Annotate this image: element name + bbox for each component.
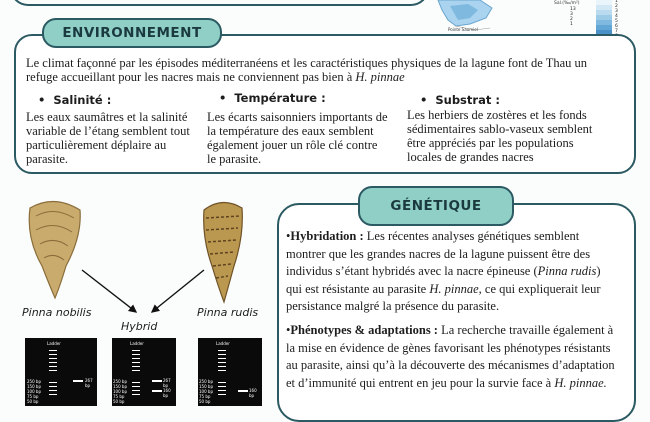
bullet-icon: • [286, 323, 291, 337]
hybridation-heading: Hybridation : [290, 229, 364, 243]
color-step-6: 7 [596, 30, 612, 35]
hybridation-text: , ce qui expliquerait leur persistance malgré la présence du parasite. [286, 281, 601, 313]
marker-50: 50 bp [199, 399, 211, 404]
color-step-3: 4 [596, 15, 612, 20]
parasite-name: H. pinnae [429, 281, 479, 296]
intro-line-2 [26, 70, 626, 84]
genetics-title: GÉNÉTIQUE [358, 186, 514, 226]
legend-value: 2 [570, 17, 573, 22]
marker-150: 150 bp [113, 384, 127, 389]
gel-band [152, 390, 162, 392]
marker-75: 75 bp [199, 394, 211, 399]
hybridation-paragraph [286, 228, 616, 316]
marker-100: 100 bp [113, 389, 127, 394]
bullet-icon: • [38, 93, 54, 107]
marker-250: 250 bp [27, 379, 41, 384]
map-legend-values [570, 7, 576, 27]
map-legend-title: Sal.(‰/m²) [554, 1, 580, 6]
phenotypes-text: La recherche travaille également à la mise en évidence de gènes favorisant les phénotypes résistants au parasite, ainsi qu’à la découverte des mécanismes d’adaptation et d’immunité qui entrent en jeu pour la survie face à [286, 323, 615, 390]
salinite-text: Les eaux saumâtres et la salinité variable de l’étang semblent tout particulièrement déplaire au parasite. [26, 110, 190, 166]
bullet-icon: • [286, 229, 291, 243]
gel-rudis [198, 338, 262, 406]
gel-band [152, 380, 162, 382]
phenotypes-heading: Phénotypes & adaptations : [290, 323, 438, 337]
intro-text: refuge accueillant pour les nacres mais ne conviennent pas bien à [26, 70, 356, 84]
legend-value: 13 [570, 7, 576, 12]
salinite-title [38, 93, 111, 107]
environment-title: ENVIRONNEMENT [42, 18, 222, 48]
intro-parasite: H. pinnae [355, 70, 405, 84]
temperature-title [219, 91, 326, 105]
gel-ladder-label: Ladder [47, 341, 61, 346]
hybridation-text: ) qui est résistante au parasite [286, 264, 601, 296]
bullet-icon: • [219, 91, 235, 105]
bullet-icon: • [420, 93, 436, 107]
pinna-nobilis-label: Pinna nobilis [22, 306, 92, 319]
marker-50: 50 bp [113, 399, 125, 404]
marker-150: 150 bp [27, 384, 41, 389]
legend-value: 3 [570, 12, 573, 17]
band-label: 160 bp [249, 388, 257, 398]
pinna-rudis-label: Pinna rudis [197, 306, 259, 319]
band-label: 267 bp [85, 378, 93, 388]
gel-band [73, 380, 83, 382]
salinite-heading: Salinité : [53, 93, 112, 107]
color-step-4: 5 [596, 20, 612, 25]
gel-band [238, 390, 248, 392]
marker-50: 50 bp [27, 399, 39, 404]
top-panel-edge [10, 0, 429, 6]
band-label: 160 bp [163, 388, 171, 398]
marker-100: 100 bp [199, 389, 213, 394]
species-rudis: Pinna rudis [537, 264, 597, 278]
marker-250: 250 bp [199, 379, 213, 384]
temperature-heading: Température : [234, 91, 326, 105]
temperature-text: Les écarts saisonniers importants de la température des eaux semblent également jouer un rôle clé contre le parasite. [207, 110, 388, 166]
marker-75: 75 bp [113, 394, 125, 399]
environment-intro [26, 56, 626, 84]
band-label: 267 bp [163, 378, 171, 388]
substrat-heading: Substrat : [435, 93, 500, 107]
substrat-text: Les herbiers de zostères et les fonds sédimentaires sablo-vaseux semblent être appréciés par les populations locales de grandes nacres [407, 108, 593, 164]
gel-ladder-label: Ladder [130, 341, 144, 346]
marker-75: 75 bp [27, 394, 39, 399]
intro-line-1: Le climat façonné par les épisodes méditerranéens et les caractéristiques physiques de la lagune font de Thau un [26, 56, 588, 70]
color-step-0: 1 [596, 0, 612, 5]
hybrid-label: Hybrid [121, 320, 158, 333]
hybridation-text: Les récentes analyses génétiques semblent montrer que les grandes nacres de la lagune puissent être des individus s’étant hybridés avec la nacre épineuse ( [286, 229, 591, 278]
gel-hybrid [112, 338, 176, 406]
legend-value: 1 [570, 22, 573, 27]
marker-100: 100 bp [27, 389, 41, 394]
substrat-title [420, 93, 500, 107]
color-step-2: 3 [596, 10, 612, 15]
phenotypes-paragraph [286, 322, 616, 392]
gel-ladder-label: Ladder [216, 341, 230, 346]
color-step-5: 6 [596, 25, 612, 30]
map-place-label: Pointe Saumiel [448, 27, 478, 32]
color-step-1: 2 [596, 5, 612, 10]
marker-250: 250 bp [113, 379, 127, 384]
parasite-name: H. pinnae. [554, 375, 607, 390]
gel-nobilis [25, 338, 97, 406]
marker-150: 150 bp [199, 384, 213, 389]
